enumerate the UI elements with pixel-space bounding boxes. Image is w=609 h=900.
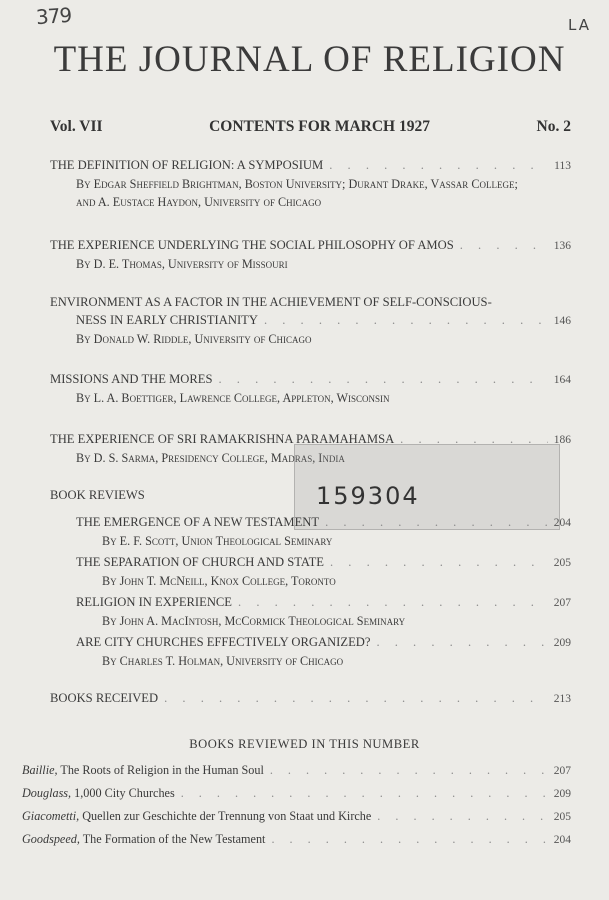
- article-title: ENVIRONMENT AS A FACTOR IN THE ACHIEVEMENT OF SELF-CONSCIOUS-: [50, 295, 492, 309]
- leader-dots: [271, 832, 547, 847]
- review-page: 207: [553, 597, 571, 609]
- review-entry: [76, 553, 571, 590]
- leader-dots: [329, 156, 548, 174]
- book-title: The Formation of the New Testament: [82, 832, 266, 846]
- leader-dots: [238, 593, 548, 611]
- book-reviews-heading: BOOK REVIEWS: [50, 488, 145, 502]
- leader-dots: [164, 689, 548, 707]
- article-entry: [50, 236, 571, 273]
- leader-dots: [460, 236, 548, 254]
- review-page: 205: [553, 557, 571, 569]
- book-listing: [22, 786, 571, 801]
- review-author: By John T. McNeill, Knox College, Toronto: [102, 574, 336, 588]
- leader-dots: [376, 633, 547, 651]
- book-author: Douglass,: [22, 786, 72, 800]
- article-authors: By D. S. Sarma, Presidency College, Madras, India: [76, 451, 345, 465]
- review-author: By John A. MacIntosh, McCormick Theological Seminary: [102, 614, 406, 628]
- book-page: 205: [553, 811, 571, 823]
- review-entry: [76, 633, 571, 670]
- review-title: RELIGION IN EXPERIENCE: [76, 595, 233, 609]
- review-entry: [76, 513, 571, 550]
- review-title: THE EMERGENCE OF A NEW TESTAMENT: [76, 515, 320, 529]
- article-title: MISSIONS AND THE MORES: [50, 372, 213, 386]
- review-page: 204: [553, 517, 571, 529]
- book-listing: [22, 832, 571, 847]
- handwritten-code: LA: [568, 16, 591, 34]
- article-page: 164: [553, 374, 571, 386]
- books-received-title: BOOKS RECEIVED: [50, 691, 159, 705]
- article-page: 146: [553, 315, 571, 327]
- article-authors: By D. E. Thomas, University of Missouri: [76, 257, 288, 271]
- book-author: Goodspeed,: [22, 832, 80, 846]
- handwritten-catalog-number: 379: [35, 2, 72, 30]
- leader-dots: [264, 311, 548, 329]
- book-listing: [22, 763, 571, 778]
- journal-title: THE JOURNAL OF RELIGION: [53, 39, 566, 80]
- leader-dots: [330, 553, 548, 571]
- issue-number: No. 2: [536, 118, 571, 135]
- article-title-cont: NESS IN EARLY CHRISTIANITY: [76, 313, 258, 327]
- article-entry: [50, 293, 571, 348]
- review-title: THE SEPARATION OF CHURCH AND STATE: [76, 555, 324, 569]
- article-page: 136: [553, 240, 571, 252]
- leader-dots: [218, 370, 547, 388]
- book-author: Baillie,: [22, 763, 58, 777]
- book-title: Quellen zur Geschichte der Trennung von Staat und Kirche: [82, 809, 372, 823]
- book-listing: [22, 809, 571, 824]
- article-title: THE DEFINITION OF RELIGION: A SYMPOSIUM: [50, 158, 324, 172]
- article-entry: [50, 156, 571, 211]
- book-author: Giacometti,: [22, 809, 80, 823]
- book-title: The Roots of Religion in the Human Soul: [60, 763, 264, 777]
- article-authors: By Edgar Sheffield Brightman, Boston University; Durant Drake, Vassar College;: [76, 177, 518, 191]
- leader-dots: [325, 513, 548, 531]
- book-page: 207: [553, 765, 571, 777]
- article-page: 186: [553, 434, 571, 446]
- article-authors: By L. A. Boettiger, Lawrence College, Appleton, Wisconsin: [76, 391, 390, 405]
- review-author: By E. F. Scott, Union Theological Seminary: [102, 534, 333, 548]
- article-title: THE EXPERIENCE UNDERLYING THE SOCIAL PHILOSOPHY OF AMOS: [50, 238, 454, 252]
- article-authors: By Donald W. Riddle, University of Chicago: [76, 332, 312, 346]
- issue-meta-row: [50, 118, 571, 136]
- leader-dots: [181, 786, 548, 801]
- review-page: 209: [553, 637, 571, 649]
- book-title: 1,000 City Churches: [74, 786, 175, 800]
- books-received-entry: [50, 689, 571, 708]
- review-author: By Charles T. Holman, University of Chicago: [102, 654, 344, 668]
- books-received-page: 213: [553, 693, 571, 705]
- book-page: 204: [553, 834, 571, 846]
- leader-dots: [270, 763, 548, 778]
- contents-label: CONTENTS FOR MARCH 1927: [209, 118, 430, 135]
- article-page: 113: [554, 160, 571, 172]
- review-title: ARE CITY CHURCHES EFFECTIVELY ORGANIZED?: [76, 635, 371, 649]
- article-entry: [50, 370, 571, 407]
- accession-number: 159304: [316, 482, 420, 510]
- volume-label: Vol. VII: [50, 118, 103, 135]
- article-authors-cont: and A. Eustace Haydon, University of Chicago: [76, 195, 322, 209]
- books-reviewed-heading: BOOKS REVIEWED IN THIS NUMBER: [189, 737, 420, 751]
- article-title: THE EXPERIENCE OF SRI RAMAKRISHNA PARAMAHAMSA: [50, 432, 395, 446]
- book-page: 209: [553, 788, 571, 800]
- leader-dots: [377, 809, 547, 824]
- review-entry: [76, 593, 571, 630]
